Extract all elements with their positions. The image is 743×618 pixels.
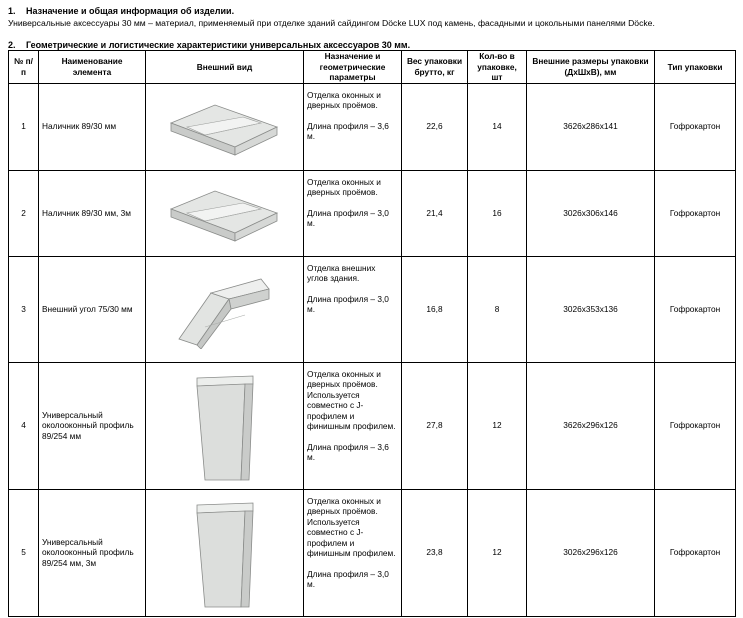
table-row [9, 170, 736, 256]
accessories-table [8, 50, 736, 617]
row-weight: 22,6 [402, 83, 468, 170]
header-purpose: Назначение и геометрические параметры [304, 51, 402, 84]
row-num: 2 [9, 170, 39, 256]
row-qty: 12 [468, 489, 527, 616]
row-purpose: Отделка оконных и дверных проёмов. Используется совместно с J-профилем и финишным профилем. [307, 368, 396, 431]
row-pack: Гофрокартон [655, 170, 736, 256]
row-name: Наличник 89/30 мм [39, 83, 146, 170]
section2-title: Геометрические и логистические характеристики универсальных аксессуаров 30 мм. [26, 40, 411, 50]
row-pack: Гофрокартон [655, 362, 736, 489]
window-profile-icon [175, 497, 275, 609]
header-qty: Кол-во в упаковке, шт [468, 51, 527, 84]
row-dims: 3026х353х136 [527, 256, 655, 362]
row-qty: 8 [468, 256, 527, 362]
row-weight: 16,8 [402, 256, 468, 362]
row-num: 5 [9, 489, 39, 616]
row-num: 1 [9, 83, 39, 170]
row-length: Длина профиля – 3,6 м. [307, 441, 389, 462]
row-name: Универсальный околооконный профиль 89/254 мм, 3м [39, 489, 146, 616]
row-purpose: Отделка оконных и дверных проёмов. [307, 176, 381, 197]
row-weight: 21,4 [402, 170, 468, 256]
casing-profile-icon [165, 183, 285, 243]
row-dims: 3026х306х146 [527, 170, 655, 256]
header-pack: Тип упаковки [655, 51, 736, 84]
casing-profile-icon [165, 97, 285, 157]
row-pack: Гофрокартон [655, 83, 736, 170]
row-num: 3 [9, 256, 39, 362]
section1-intro: Универсальные аксессуары 30 мм – материал, применяемый при отделке зданий сайдингом Döcke LUX под камень, фасадными и цокольными панелями Döcke. [8, 18, 655, 28]
row-pack: Гофрокартон [655, 256, 736, 362]
row-name: Наличник 89/30 мм, 3м [39, 170, 146, 256]
outside-corner-icon [165, 269, 285, 349]
row-qty: 12 [468, 362, 527, 489]
header-view: Внешний вид [146, 51, 304, 84]
header-dims: Внешние размеры упаковки (ДхШхВ), мм [527, 51, 655, 84]
table-row [9, 362, 736, 489]
row-num: 4 [9, 362, 39, 489]
row-purpose: Отделка оконных и дверных проёмов. Используется совместно с J-профилем и финишным профилем. [307, 495, 396, 558]
table-row [9, 83, 736, 170]
row-weight: 23,8 [402, 489, 468, 616]
header-weight: Вес упаковки брутто, кг [402, 51, 468, 84]
row-length: Длина профиля – 3,0 м. [307, 207, 389, 228]
row-name: Универсальный околооконный профиль 89/254 мм [39, 362, 146, 489]
row-purpose: Отделка внешних углов здания. [307, 262, 376, 283]
section2-heading [8, 40, 410, 50]
window-profile-icon [175, 370, 275, 482]
table-header-row [9, 51, 736, 84]
row-dims: 3026х296х126 [527, 489, 655, 616]
row-qty: 14 [468, 83, 527, 170]
row-pack: Гофрокартон [655, 489, 736, 616]
row-name: Внешний угол 75/30 мм [39, 256, 146, 362]
section2-number: 2. [8, 40, 16, 50]
row-qty: 16 [468, 170, 527, 256]
header-num: № п/п [9, 51, 39, 84]
row-purpose: Отделка оконных и дверных проёмов. [307, 89, 381, 110]
row-length: Длина профиля – 3,0 м. [307, 568, 389, 589]
row-weight: 27,8 [402, 362, 468, 489]
row-dims: 3626х296х126 [527, 362, 655, 489]
section1-heading [8, 6, 234, 16]
row-dims: 3626х286х141 [527, 83, 655, 170]
row-length: Длина профиля – 3,0 м. [307, 293, 389, 314]
row-length: Длина профиля – 3,6 м. [307, 120, 389, 141]
section1-number: 1. [8, 6, 16, 16]
header-name: Наименование элемента [39, 51, 146, 84]
table-row [9, 489, 736, 616]
table-row [9, 256, 736, 362]
section1-title: Назначение и общая информация об изделии. [26, 6, 235, 16]
